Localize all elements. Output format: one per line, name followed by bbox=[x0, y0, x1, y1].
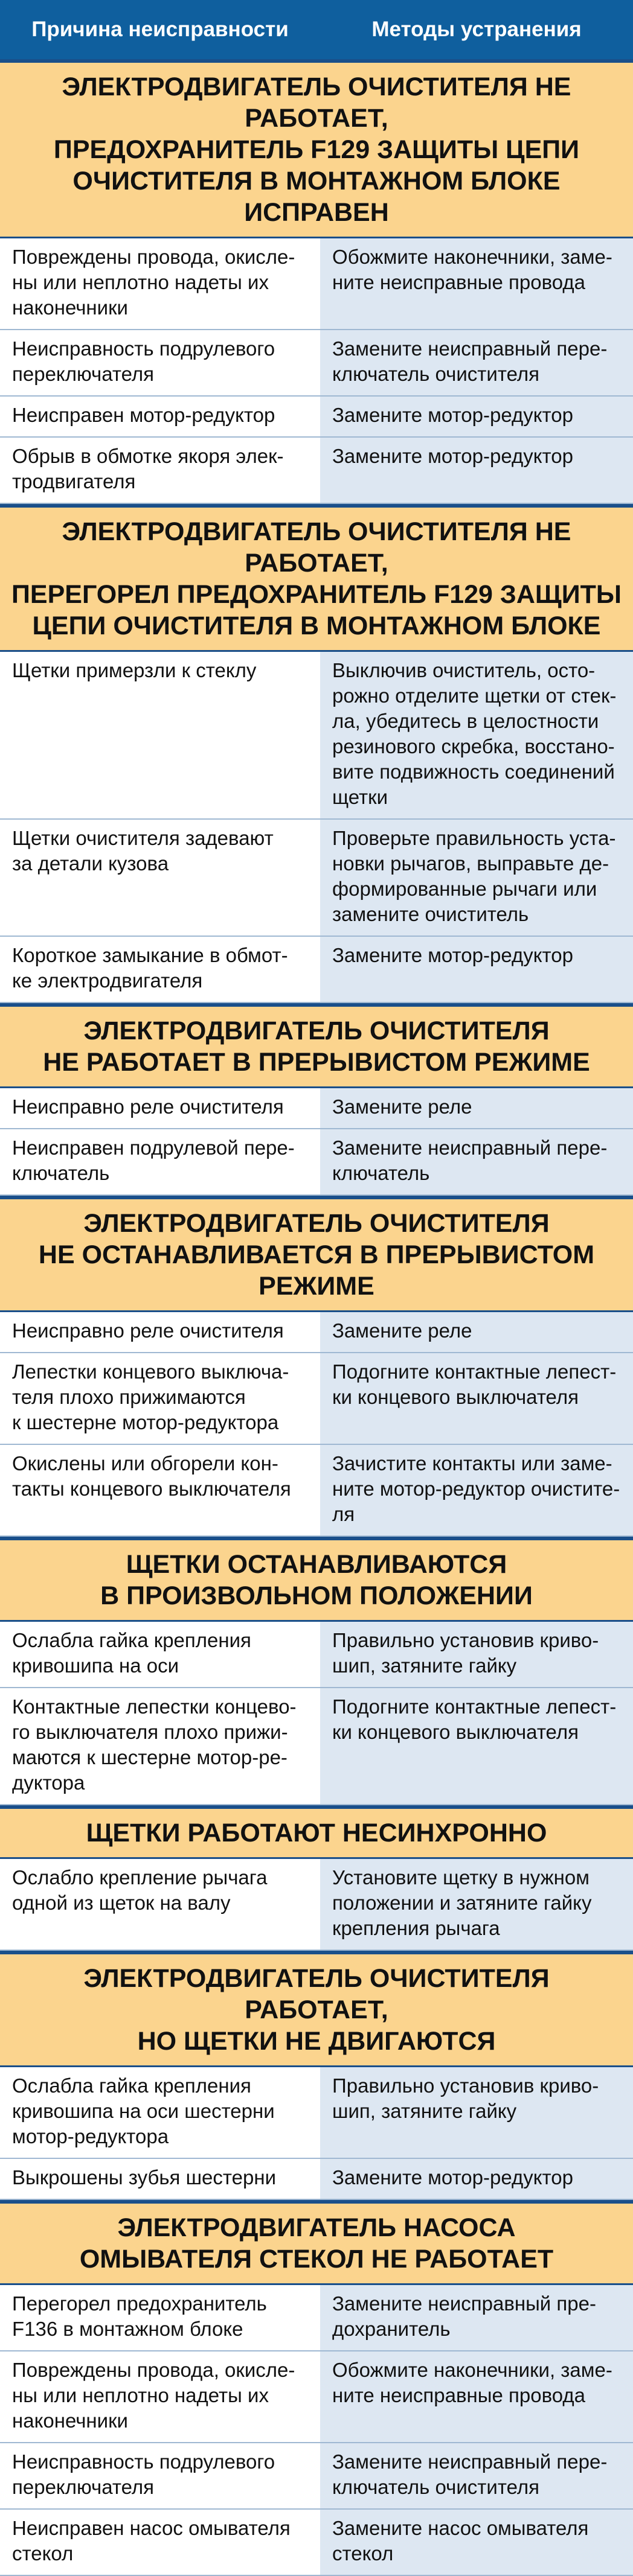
cause-cell: Щетки примерзли к стеклу bbox=[0, 652, 320, 818]
table-row bbox=[0, 1859, 633, 1951]
fix-cell: Правильно установив криво- шип, затяните гайку bbox=[320, 1622, 633, 1687]
cause-cell: Выкрошены зубья шестерни bbox=[0, 2159, 320, 2199]
fix-cell: Замените неисправный пере- ключатель очистителя bbox=[320, 2443, 633, 2508]
cause-cell: Контактные лепестки концево- го выключателя плохо прижи- маются к шестерне мотор-ре- дуктора bbox=[0, 1688, 320, 1804]
cause-cell: Ослабла гайка крепления кривошипа на оси bbox=[0, 1622, 320, 1687]
cause-cell: Неисправно реле очистителя bbox=[0, 1088, 320, 1128]
table-row bbox=[0, 238, 633, 330]
cause-cell: Неисправность подрулевого переключателя bbox=[0, 2443, 320, 2508]
table-row bbox=[0, 1688, 633, 1805]
cause-cell: Окислены или обгорели кон- такты концевого выключателя bbox=[0, 1445, 320, 1535]
cause-cell: Лепестки концевого выключа- теля плохо прижимаются к шестерне мотор-редуктора bbox=[0, 1353, 320, 1444]
section-title: ЭЛЕКТРОДВИГАТЕЛЬ ОЧИСТИТЕЛЯ РАБОТАЕТ, НО ЩЕТКИ НЕ ДВИГАЮТСЯ bbox=[0, 1951, 633, 2067]
cause-cell: Неисправно реле очистителя bbox=[0, 1312, 320, 1352]
cause-cell: Неисправен подрулевой пере- ключатель bbox=[0, 1129, 320, 1194]
cause-cell: Обрыв в обмотке якоря элек- тродвигателя bbox=[0, 438, 320, 503]
cause-cell: Перегорел предохранитель F136 в монтажном блоке bbox=[0, 2285, 320, 2350]
fix-cell: Замените насос омывателя стекол bbox=[320, 2510, 633, 2575]
table-row bbox=[0, 397, 633, 438]
column-header-fix: Методы устранения bbox=[371, 18, 582, 41]
table-row bbox=[0, 438, 633, 504]
sections-container bbox=[0, 59, 633, 2576]
fix-cell: Обожмите наконечники, заме- ните неисправные провода bbox=[320, 238, 633, 329]
table-row bbox=[0, 2351, 633, 2443]
cause-cell: Ослабло крепление рычага одной из щеток на валу bbox=[0, 1859, 320, 1950]
table-row bbox=[0, 1129, 633, 1196]
fix-cell: Замените неисправный пере- ключатель очистителя bbox=[320, 330, 633, 395]
fix-cell: Правильно установив криво- шип, затяните гайку bbox=[320, 2067, 633, 2158]
table-row bbox=[0, 1353, 633, 1445]
cause-cell: Короткое замыкание в обмот- ке электродвигателя bbox=[0, 937, 320, 1002]
cause-cell: Неисправен насос омывателя стекол bbox=[0, 2510, 320, 2575]
table-row bbox=[0, 2443, 633, 2510]
cause-cell: Повреждены провода, окисле- ны или неплотно надеты их наконечники bbox=[0, 2351, 320, 2442]
table-row bbox=[0, 652, 633, 820]
fix-cell: Обожмите наконечники, заме- ните неисправные провода bbox=[320, 2351, 633, 2442]
table-row bbox=[0, 2159, 633, 2200]
table-row bbox=[0, 937, 633, 1003]
table-row bbox=[0, 1312, 633, 1353]
section-title: ЭЛЕКТРОДВИГАТЕЛЬ НАСОСА ОМЫВАТЕЛЯ СТЕКОЛ НЕ РАБОТАЕТ bbox=[0, 2200, 633, 2285]
table-row bbox=[0, 330, 633, 397]
table-row bbox=[0, 1088, 633, 1129]
table-row bbox=[0, 1622, 633, 1688]
section-title: ЭЛЕКТРОДВИГАТЕЛЬ ОЧИСТИТЕЛЯ НЕ РАБОТАЕТ, ПЕРЕГОРЕЛ ПРЕДОХРАНИТЕЛЬ F129 ЗАЩИТЫ ЦЕПИ ОЧИСТИТЕЛЯ В МОНТАЖНОМ БЛОКЕ bbox=[0, 504, 633, 652]
fix-cell: Замените мотор-редуктор bbox=[320, 397, 633, 436]
section-title: ЭЛЕКТРОДВИГАТЕЛЬ ОЧИСТИТЕЛЯ НЕ ОСТАНАВЛИВАЕТСЯ В ПРЕРЫВИСТОМ РЕЖИМЕ bbox=[0, 1196, 633, 1312]
table-row bbox=[0, 2285, 633, 2351]
fix-cell: Выключив очиститель, осто- рожно отделите щетки от стек- ла, убедитесь в целостности резинового скребка, восстано- вите подвижность соединений щетки bbox=[320, 652, 633, 818]
fix-cell: Замените неисправный пере- ключатель bbox=[320, 1129, 633, 1194]
fix-cell: Проверьте правильность уста- новки рычагов, выправьте де- формированные рычаги или замените очиститель bbox=[320, 820, 633, 936]
table-row bbox=[0, 820, 633, 937]
cause-cell: Ослабла гайка крепления кривошипа на оси шестерни мотор-редуктора bbox=[0, 2067, 320, 2158]
cause-cell: Щетки очистителя задевают за детали кузова bbox=[0, 820, 320, 936]
cause-cell: Повреждены провода, окисле- ны или неплотно надеты их наконечники bbox=[0, 238, 320, 329]
fix-cell: Зачистите контакты или заме- ните мотор-редуктор очистите- ля bbox=[320, 1445, 633, 1535]
section-title: ЩЕТКИ РАБОТАЮТ НЕСИНХРОННО bbox=[0, 1805, 633, 1859]
fix-cell: Установите щетку в нужном положении и затяните гайку крепления рычага bbox=[320, 1859, 633, 1950]
fix-cell: Замените реле bbox=[320, 1088, 633, 1128]
column-header-cause: Причина неисправности bbox=[31, 18, 289, 41]
table-row bbox=[0, 2510, 633, 2576]
section-title: ЩЕТКИ ОСТАНАВЛИВАЮТСЯ В ПРОИЗВОЛЬНОМ ПОЛОЖЕНИИ bbox=[0, 1537, 633, 1622]
table-row bbox=[0, 1445, 633, 1537]
fix-cell: Замените реле bbox=[320, 1312, 633, 1352]
cause-cell: Неисправность подрулевого переключателя bbox=[0, 330, 320, 395]
section-title: ЭЛЕКТРОДВИГАТЕЛЬ ОЧИСТИТЕЛЯ НЕ РАБОТАЕТ В ПРЕРЫВИСТОМ РЕЖИМЕ bbox=[0, 1003, 633, 1088]
cause-cell: Неисправен мотор-редуктор bbox=[0, 397, 320, 436]
fix-cell: Замените мотор-редуктор bbox=[320, 937, 633, 1002]
fix-cell: Замените неисправный пре- дохранитель bbox=[320, 2285, 633, 2350]
column-header-row bbox=[0, 0, 633, 59]
fix-cell: Подогните контактные лепест- ки концевого выключателя bbox=[320, 1688, 633, 1804]
fix-cell: Замените мотор-редуктор bbox=[320, 438, 633, 503]
fix-cell: Подогните контактные лепест- ки концевого выключателя bbox=[320, 1353, 633, 1444]
fix-cell: Замените мотор-редуктор bbox=[320, 2159, 633, 2199]
table-row bbox=[0, 2067, 633, 2159]
section-title: ЭЛЕКТРОДВИГАТЕЛЬ ОЧИСТИТЕЛЯ НЕ РАБОТАЕТ, ПРЕДОХРАНИТЕЛЬ F129 ЗАЩИТЫ ЦЕПИ ОЧИСТИТЕЛЯ В МОНТАЖНОМ БЛОКЕ ИСПРАВЕН bbox=[0, 59, 633, 238]
